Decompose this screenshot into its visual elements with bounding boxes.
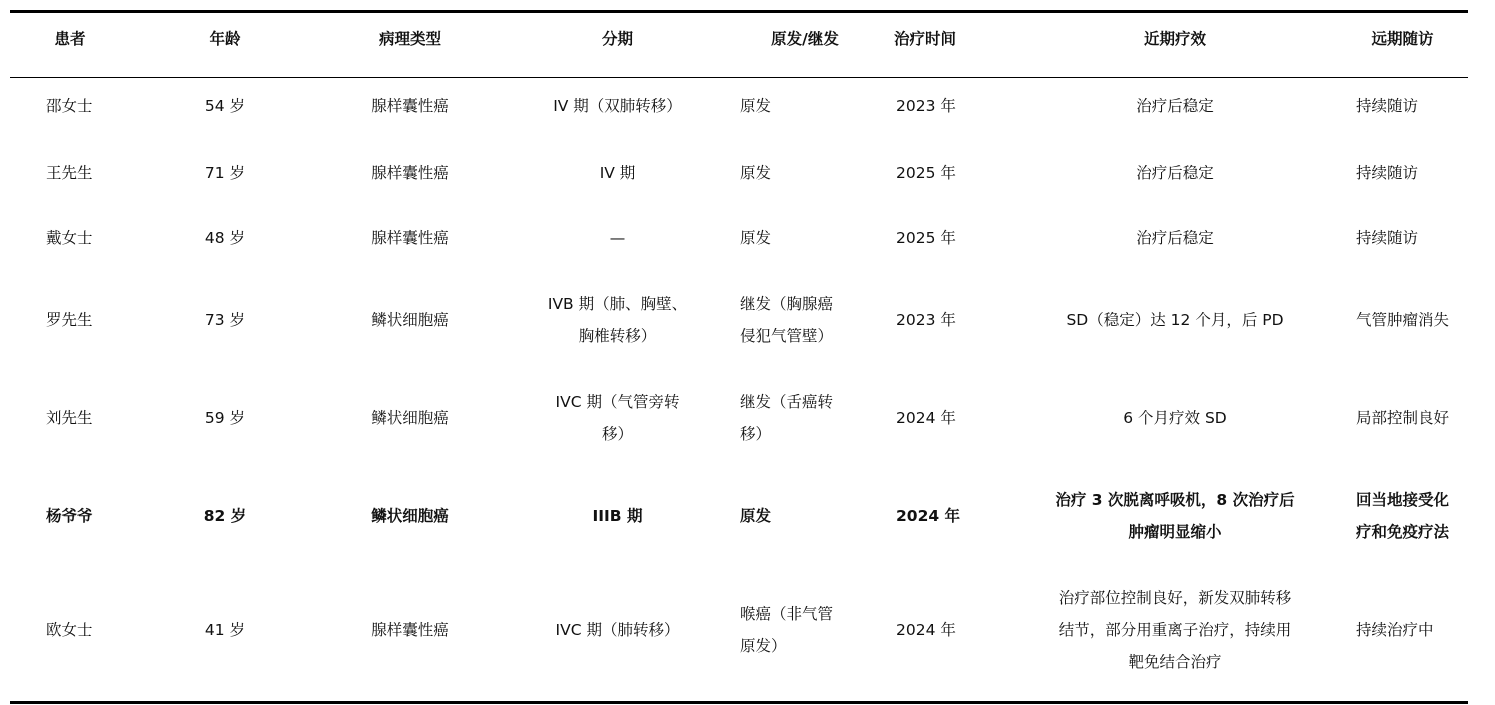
cell-patient: 欧女士 bbox=[46, 621, 93, 639]
cell-age: 71 岁 bbox=[204, 164, 246, 182]
table-header-rule bbox=[10, 77, 1468, 78]
cell-patient: 罗先生 bbox=[46, 311, 93, 329]
cell-origin: 原发 bbox=[740, 164, 772, 182]
cell-treatment-time: 2024 年 bbox=[896, 621, 956, 639]
cell-treatment-time: 2025 年 bbox=[896, 164, 956, 182]
cell-age: 73 岁 bbox=[204, 311, 246, 329]
cell-stage: — bbox=[609, 229, 626, 247]
cell-treatment-time: 2023 年 bbox=[896, 311, 956, 329]
cell-stage: IIIB 期 bbox=[592, 507, 643, 525]
cell-pathology: 鳞状细胞癌 bbox=[371, 507, 449, 525]
header-treatment-time: 治疗时间 bbox=[893, 30, 956, 48]
cell-pathology: 鳞状细胞癌 bbox=[371, 311, 449, 329]
cell-origin: 继发（胸腺癌 侵犯气管壁） bbox=[740, 295, 834, 345]
cell-pathology: 鳞状细胞癌 bbox=[371, 409, 449, 427]
header-origin: 原发/继发 bbox=[771, 30, 839, 48]
cell-patient: 杨爷爷 bbox=[46, 507, 93, 525]
cell-treatment-time: 2024 年 bbox=[896, 507, 961, 525]
cell-long-term-followup: 回当地接受化 疗和免疫疗法 bbox=[1356, 491, 1450, 541]
cell-origin: 喉癌（非气管 原发） bbox=[740, 605, 834, 655]
cell-pathology: 腺样囊性癌 bbox=[371, 164, 449, 182]
cell-long-term-followup: 气管肿瘤消失 bbox=[1356, 311, 1450, 329]
cell-long-term-followup: 持续随访 bbox=[1356, 164, 1419, 182]
cell-pathology: 腺样囊性癌 bbox=[371, 621, 449, 639]
cell-origin: 继发（舌癌转 移） bbox=[740, 393, 834, 443]
cell-patient: 邵女士 bbox=[46, 97, 93, 115]
cell-short-term-effect: 治疗后稳定 bbox=[1136, 164, 1214, 182]
cell-pathology: 腺样囊性癌 bbox=[371, 229, 449, 247]
header-stage: 分期 bbox=[601, 30, 633, 48]
cell-treatment-time: 2023 年 bbox=[896, 97, 956, 115]
cell-long-term-followup: 持续治疗中 bbox=[1356, 621, 1434, 639]
cell-stage: IVB 期（肺、胸壁、 胸椎转移） bbox=[547, 295, 688, 345]
header-long-term-followup: 远期随访 bbox=[1371, 30, 1434, 48]
cell-stage: IV 期（双肺转移） bbox=[553, 97, 682, 115]
header-pathology: 病理类型 bbox=[378, 30, 441, 48]
cell-short-term-effect: 治疗部位控制良好，新发双肺转移 结节，部分用重离子治疗，持续用 靶免结合治疗 bbox=[1058, 589, 1292, 671]
table-top-rule bbox=[10, 10, 1468, 13]
cell-stage: IVC 期（肺转移） bbox=[555, 621, 680, 639]
cell-short-term-effect: 治疗后稳定 bbox=[1136, 229, 1214, 247]
header-patient: 患者 bbox=[54, 30, 86, 48]
cell-long-term-followup: 局部控制良好 bbox=[1356, 409, 1450, 427]
cell-long-term-followup: 持续随访 bbox=[1356, 97, 1419, 115]
cell-patient: 刘先生 bbox=[46, 409, 93, 427]
cell-long-term-followup: 持续随访 bbox=[1356, 229, 1419, 247]
cell-patient: 王先生 bbox=[46, 164, 93, 182]
cell-age: 59 岁 bbox=[204, 409, 246, 427]
cell-age: 41 岁 bbox=[204, 621, 246, 639]
cell-age: 48 岁 bbox=[204, 229, 246, 247]
cell-treatment-time: 2025 年 bbox=[896, 229, 956, 247]
cell-short-term-effect: 治疗 3 次脱离呼吸机，8 次治疗后 肿瘤明显缩小 bbox=[1055, 491, 1295, 541]
cell-stage: IV 期 bbox=[599, 164, 636, 182]
cell-short-term-effect: 治疗后稳定 bbox=[1136, 97, 1214, 115]
cell-age: 54 岁 bbox=[204, 97, 246, 115]
cell-origin: 原发 bbox=[740, 507, 772, 525]
cell-age: 82 岁 bbox=[203, 507, 247, 525]
cell-origin: 原发 bbox=[740, 229, 772, 247]
cell-treatment-time: 2024 年 bbox=[896, 409, 956, 427]
cell-pathology: 腺样囊性癌 bbox=[371, 97, 449, 115]
cell-stage: IVC 期（气管旁转 移） bbox=[555, 393, 680, 443]
cell-short-term-effect: SD（稳定）达 12 个月，后 PD bbox=[1066, 311, 1284, 329]
table-bottom-rule bbox=[10, 701, 1468, 704]
cell-patient: 戴女士 bbox=[46, 229, 93, 247]
header-age: 年龄 bbox=[209, 30, 241, 48]
cell-origin: 原发 bbox=[740, 97, 772, 115]
cell-short-term-effect: 6 个月疗效 SD bbox=[1123, 409, 1227, 427]
header-short-term-effect: 近期疗效 bbox=[1143, 30, 1206, 48]
